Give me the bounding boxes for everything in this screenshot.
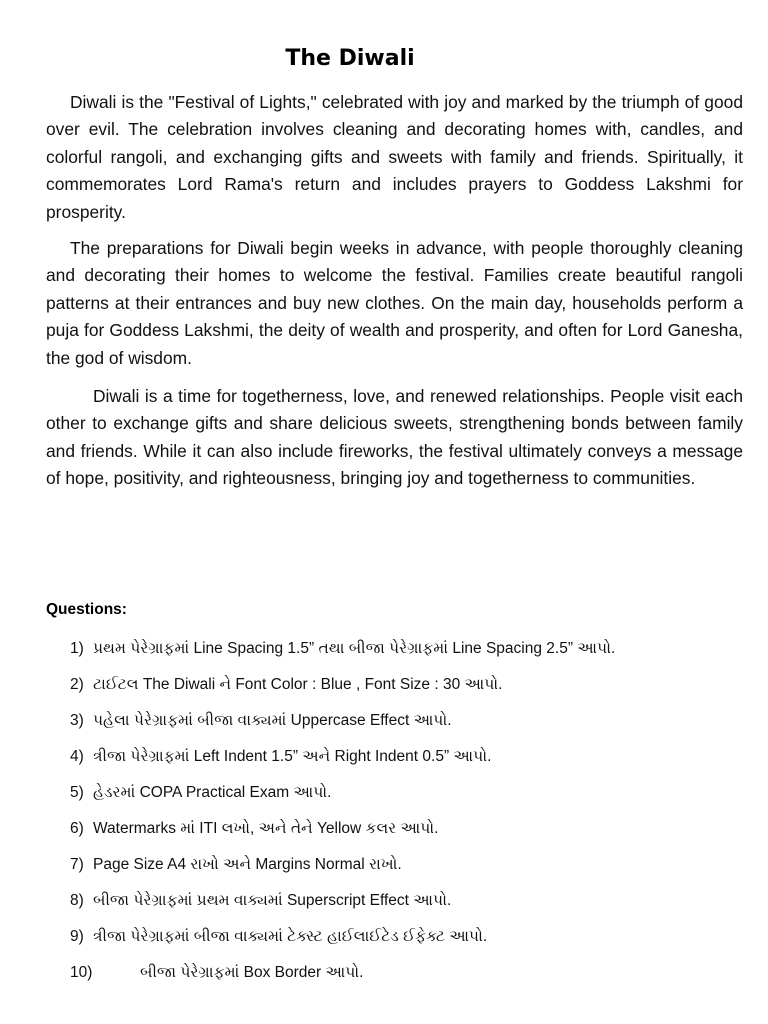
question-number: 10) (70, 964, 93, 981)
question-item (70, 888, 451, 914)
question-item (70, 708, 452, 734)
question-item (70, 636, 615, 662)
document-title: The Diwali (285, 46, 415, 71)
question-item (70, 924, 487, 950)
question-item (70, 780, 331, 806)
question-text: હેડરમાં COPA Practical Exam આપો. (93, 784, 332, 801)
question-text: ત્રીજા પેરેગ્રાફમાં Left Indent 1.5” અને Right Indent 0.5” આપો. (93, 748, 492, 765)
question-item (70, 816, 438, 842)
question-text: ટાઈટલ The Diwali ને Font Color : Blue , Font Size : 30 આપો. (93, 676, 503, 693)
question-text: બીજા પેરેગ્રાફમાં Box Border આપો. (140, 964, 364, 981)
question-text: બીજા પેરેગ્રાફમાં પ્રથમ વાક્યમાં Superscript Effect આપો. (93, 892, 452, 909)
question-text: Watermarks માં ITI લખો, અને તેને Yellow કલર આપો. (93, 820, 439, 837)
question-number: 7) (70, 856, 84, 873)
question-number: 8) (70, 892, 84, 909)
question-number: 9) (70, 928, 84, 945)
questions-heading: Questions: (46, 601, 127, 618)
question-number: 3) (70, 712, 84, 729)
question-number: 5) (70, 784, 84, 801)
paragraph-1: Diwali is the "Festival of Lights," celebrated with joy and marked by the triumph of good over evil. The celebration involves cleaning and decorating homes with, candles, and colorful rangoli, and exchanging gifts and sweets with family and friends. Spiritually, it commemorates Lord Rama's return and includes prayers to Goddess Lakshmi for prosperity. (46, 92, 743, 222)
question-item (70, 672, 502, 698)
question-text: પહેલા પેરેગ્રાફમાં બીજા વાક્યમાં Uppercase Effect આપો. (93, 712, 452, 729)
question-text: Page Size A4 રાખો અને Margins Normal રાખો. (93, 856, 402, 873)
question-number: 2) (70, 676, 84, 693)
question-text: ત્રીજા પેરેગ્રાફમાં બીજા વાક્યમાં ટેક્સ્ટ હાઈલાઈટેડ ઈફેક્ટ આપો. (93, 928, 488, 945)
paragraph-2: The preparations for Diwali begin weeks in advance, with people thoroughly cleaning and decorating their homes to welcome the festival. Families create beautiful rangoli patterns at their entrances and buy new clothes. On the main day, households perform a puja for Goddess Lakshmi, the deity of wealth and prosperity, and often for Lord Ganesha, the god of wisdom. (46, 238, 743, 368)
paragraph-3: Diwali is a time for togetherness, love, and renewed relationships. People visit each other to exchange gifts and share delicious sweets, strengthening bonds between family and friends. While it can also include fireworks, the festival ultimately conveys a message of hope, positivity, and righteousness, bringing joy and togetherness to communities. (46, 386, 743, 489)
question-number: 6) (70, 820, 84, 837)
question-number: 1) (70, 640, 84, 657)
question-item (70, 960, 363, 986)
question-number: 4) (70, 748, 84, 765)
question-item (70, 852, 402, 878)
question-item (70, 744, 491, 770)
question-text: પ્રથમ પેરેગ્રાફમાં Line Spacing 1.5” તથા બીજા પેરેગ્રાફમાં Line Spacing 2.5” આપો. (93, 640, 616, 657)
